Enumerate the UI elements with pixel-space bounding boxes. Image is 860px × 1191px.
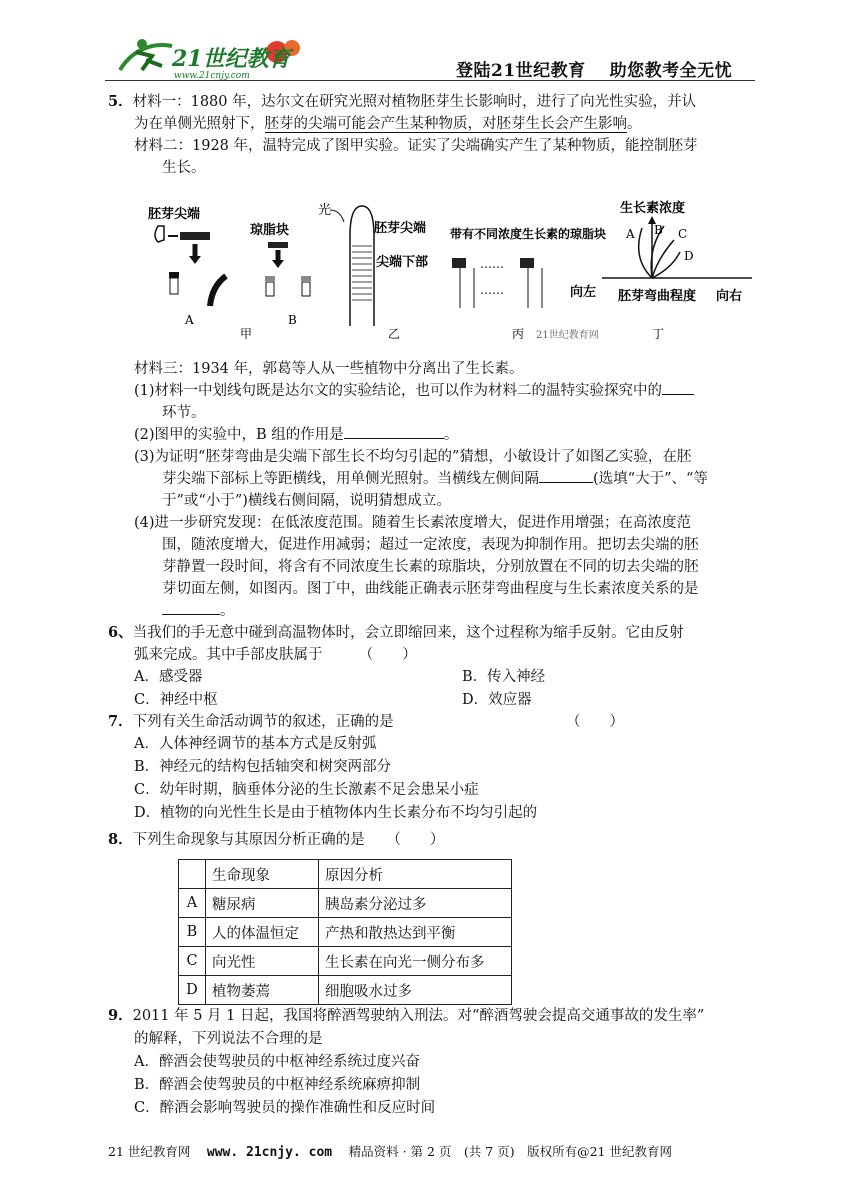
q5-sub4-l4: 芽切面左侧，如图丙。图丁中，曲线能正确表示胚芽弯曲程度与生长素浓度关系的是: [162, 581, 699, 597]
q9-line1: 9．2011 年 5 月 1 日起，我国将醉酒驾驶纳入刑法。对“醉酒驾驶会提高交通事故的发生率”: [108, 1007, 705, 1024]
q5-blank4: [162, 600, 220, 615]
svg-text:生长素浓度: 生长素浓度: [620, 201, 686, 216]
q5-blank1: [662, 380, 694, 395]
svg-text:琼脂块: 琼脂块: [250, 223, 290, 238]
svg-text:向右: 向右: [716, 289, 743, 304]
q5-blank2: [344, 424, 444, 439]
table-header-row: 生命现象 原因分析: [179, 860, 512, 889]
q9-option-a: A．醉酒会使驾驶员的中枢神经系统过度兴奋: [134, 1054, 420, 1070]
experiment-figure: [140, 196, 760, 342]
q5-sub1: (1)材料一中划线句既是达尔文的实验结论，也可以作为材料二的温特实验探究中的: [134, 379, 694, 400]
q5-underlined-sentence: 胚芽的尖端可能会产生某种物质，对胚芽生长会产生影响: [264, 116, 627, 132]
q5-sub4-l1: (4)进一步研究发现：在低浓度范围。随着生长素浓度增大，促进作用增强；在高浓度范: [134, 515, 692, 531]
svg-text:D: D: [684, 249, 694, 263]
q5-number: 5．: [108, 93, 133, 110]
q5-sub4-l5: 。: [162, 599, 235, 620]
q5-sub4-l2: 围，随浓度增大，促进作用减弱；超过一定浓度，表现为抑制作用。把切去尖端的胚: [162, 537, 699, 553]
q7-option-d: D．植物的向光性生长是由于植物体内生长素分布不均匀引起的: [134, 805, 538, 821]
svg-text:胚芽弯曲程度: 胚芽弯曲程度: [618, 289, 697, 304]
svg-text:向左: 向左: [570, 285, 597, 300]
q7-answer-paren: （ ）: [566, 714, 624, 730]
q5-sub4-l3: 芽静置一段时间，将含有不同浓度生长素的琼脂块，分别放置在不同的切去尖端的胚: [162, 559, 699, 575]
header-divider: [105, 80, 755, 81]
cause-table: [178, 859, 512, 1005]
footer-url[interactable]: www. 21cnjy. com: [206, 1145, 333, 1160]
footer-site: 21 世纪教育网: [108, 1144, 191, 1159]
site-logo: [112, 36, 307, 80]
q5-sub3-l3: 于”或“小于”)横线右侧间隔，说明猜想成立。: [162, 493, 451, 509]
logo-url: www.21cnjy.com: [174, 71, 250, 80]
q5-material3: 材料三：1934 年，郭葛等人从一些植物中分离出了生长素。: [134, 361, 524, 377]
svg-text:……: ……: [480, 257, 504, 271]
q5-line2: 为在单侧光照射下，胚芽的尖端可能会产生某种物质，对胚芽生长会产生影响。: [134, 116, 642, 132]
q5-line3: 材料二：1928 年，温特完成了图甲实验。证实了尖端确实产生了某种物质，能控制胚芽: [134, 138, 698, 154]
q6-option-c: C．神经中枢: [134, 692, 218, 708]
footer-page-info: 精品资料 · 第 2 页 (共 7 页) 版权所有@21 世纪教育网: [348, 1144, 672, 1159]
q7-option-b: B．神经元的结构包括轴突和树突两部分: [134, 759, 392, 775]
svg-text:丙: 丙: [512, 327, 525, 341]
q6-line2: 弧来完成。其中手部皮肤属于 （ ）: [134, 647, 417, 663]
q5-sub1-cont: 环节。: [162, 405, 206, 421]
svg-text:尖端下部: 尖端下部: [376, 255, 429, 270]
svg-text:胚芽尖端: 胚芽尖端: [374, 221, 427, 236]
q9-option-c: C．醉酒会影响驾驶员的操作准确性和反应时间: [134, 1100, 436, 1116]
q7-stem: 7．下列有关生命活动调节的叙述，正确的是: [108, 713, 394, 730]
svg-text:带有不同浓度生长素的琼脂块: 带有不同浓度生长素的琼脂块: [450, 227, 607, 241]
svg-text:丁: 丁: [652, 327, 665, 341]
page-footer: [108, 1142, 672, 1160]
q6-option-b: B．传入神经: [462, 669, 546, 685]
q6-option-a: A．感受器: [134, 669, 203, 685]
logo-text: 21世纪教育: [172, 46, 291, 72]
svg-text:C: C: [678, 227, 688, 241]
q5-blank3: [539, 468, 593, 483]
q5-sub3-l2: 芽尖端下部标上等距横线，用单侧光照射。当横线左侧间隔 (选填“大于”、“等: [162, 467, 708, 488]
table-row: B 人的体温恒定 产热和散热达到平衡: [179, 918, 512, 947]
q9-line2: 的解释，下列说法不合理的是: [134, 1031, 323, 1047]
q8-stem: 8．下列生命现象与其原因分析正确的是 （ ）: [108, 831, 445, 848]
q5-sub3-l1: (3)为证明“胚芽弯曲是尖端下部生长不均匀引起的”猜想，小敏设计了如图乙实验，在胚: [134, 449, 692, 465]
q6-option-d: D．效应器: [462, 692, 532, 708]
q5-line4: 生长。: [162, 160, 206, 176]
q5-sub2: (2)图甲的实验中，B 组的作用是 。: [134, 423, 458, 444]
svg-text:胚芽尖端: 胚芽尖端: [148, 207, 201, 222]
svg-text:A: A: [185, 313, 194, 327]
svg-text:……: ……: [480, 283, 504, 297]
table-row: D 植物萎蔫 细胞吸水过多: [179, 976, 512, 1005]
q7-option-a: A．人体神经调节的基本方式是反射弧: [134, 736, 377, 752]
table-row: A 糖尿病 胰岛素分泌过多: [179, 889, 512, 918]
q7-option-c: C．幼年时期，脑垂体分泌的生长激素不足会患呆小症: [134, 782, 479, 798]
q9-option-b: B．醉酒会使驾驶员的中枢神经系统麻痹抑制: [134, 1077, 421, 1093]
svg-text:A: A: [626, 227, 635, 241]
svg-text:光: 光: [318, 203, 332, 218]
svg-text:乙: 乙: [388, 327, 401, 341]
svg-text:B: B: [288, 313, 297, 327]
svg-text:甲: 甲: [240, 327, 253, 341]
table-row: C 向光性 生长素在向光一侧分布多: [179, 947, 512, 976]
header-slogan: 登陆21世纪教育 助您教考全无忧: [456, 61, 733, 81]
svg-text:21世纪教育网: 21世纪教育网: [536, 330, 599, 341]
svg-text:B: B: [654, 223, 663, 237]
q5-line1: 5．材料一：1880 年，达尔文在研究光照对植物胚芽生长影响时，进行了向光性实验，并认: [108, 93, 697, 110]
q6-line1: 6、当我们的手无意中碰到高温物体时，会立即缩回来，这个过程称为缩手反射。它由反射: [108, 624, 684, 641]
